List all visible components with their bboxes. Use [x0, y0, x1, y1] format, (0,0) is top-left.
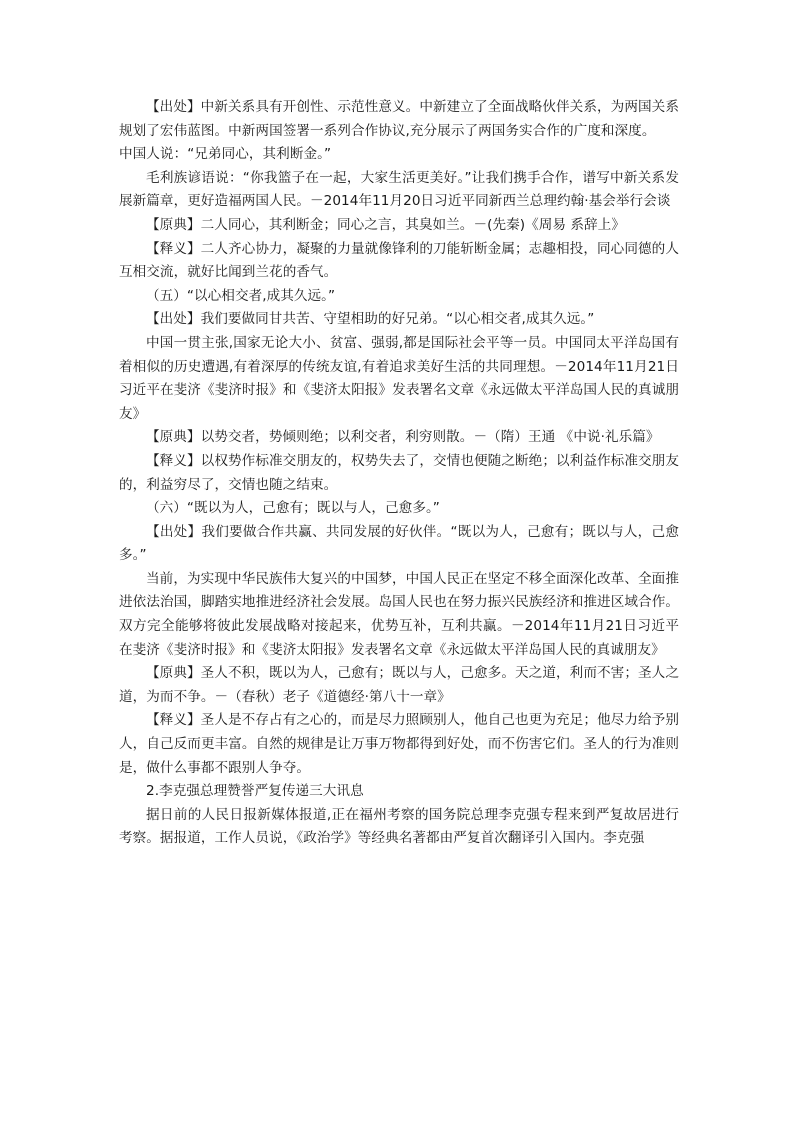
paragraph: 【出处】中新关系具有开创性、示范性意义。中新建立了全面战略伙伴关系，为两国关系规划了宏伟蓝图。中新两国签署一系列合作协议,充分展示了两国务实合作的广度和深度。	[119, 99, 679, 139]
paragraph: 【出处】我们要做合作共赢、共同发展的好伙伴。“既以为人，己愈有；既以与人，己愈多。”	[119, 523, 679, 564]
paragraph: 【原典】以势交者，势倾则绝；以利交者，利穷则散。－（隋）王通 《中说·礼乐篇》	[146, 429, 660, 446]
paragraph: 【释义】二人齐心协力，凝聚的力量就像锋利的刀能斩断金属；志趣相投，同心同德的人互相交流，就好比闻到兰花的香气。	[119, 240, 679, 281]
paragraph: 中国人说：“兄弟同心，其利断金。”	[119, 146, 332, 163]
section-heading: 2.李克强总理赞誉严复传递三大讯息	[146, 783, 364, 800]
section-heading: （五）“以心相交者,成其久远。”	[146, 287, 336, 304]
paragraph: 毛利族谚语说：“你我篮子在一起，大家生活更美好。”让我们携手合作，谱写中新关系发展新篇章，更好造福两国人民。－2014年11月20日习近平同新西兰总理约翰·基会举行会谈	[119, 169, 679, 210]
paragraph: 当前，为实现中华民族伟大复兴的中国梦，中国人民正在坚定不移全面深化改革、全面推进依法治国，脚踏实地推进经济社会发展。岛国人民也在努力振兴民族经济和推进区域合作。双方完全能够将彼此发展战略对接起来，优势互补，互利共赢。－2014年11月21日习近平在斐济《斐济时报》和《斐济太阳报》发表署名文章《永远做太平洋岛国人民的真诚朋友》	[119, 570, 679, 658]
paragraph: 据日前的人民日报新媒体报道,正在福州考察的国务院总理李克强专程来到严复故居进行考察。据报道，工作人员说，《政治学》等经典名著都由严复首次翻译引入国内。李克强	[119, 806, 679, 847]
paragraph: 中国一贯主张,国家无论大小、贫富、强弱,都是国际社会平等一员。中国同太平洋岛国有着相似的历史遭遇,有着深厚的传统友谊,有着追求美好生活的共同理想。－2014年11月21日习近平在斐济《斐济时报》和《斐济太阳报》发表署名文章《永远做太平洋岛国人民的真诚朋友》	[119, 334, 679, 422]
paragraph: 【原典】二人同心，其利断金；同心之言，其臭如兰。－(先秦)《周易 系辞上》	[146, 216, 625, 233]
paragraph: 【原典】圣人不积，既以为人，己愈有；既以与人，己愈多。天之道，利而不害；圣人之道，为而不争。－（春秋）老子《道德经·第八十一章》	[119, 665, 679, 705]
paragraph: 【释义】以权势作标准交朋友的，权势失去了，交情也便随之断绝；以利益作标准交朋友的，利益穷尽了，交情也随之结束。	[119, 452, 679, 493]
document-page	[119, 96, 679, 851]
paragraph: 【释义】圣人是不存占有之心的，而是尽力照顾别人，他自己也更为充足；他尽力给予别人，自己反而更丰富。自然的规律是让万事万物都得到好处，而不伤害它们。圣人的行为准则是，做什么事都不跟别人争夺。	[119, 712, 679, 776]
section-heading: （六）“既以为人，己愈有；既以与人，己愈多。”	[146, 500, 440, 517]
paragraph: 【出处】我们要做同甘共苦、守望相助的好兄弟。“以心相交者,成其久远。”	[146, 311, 595, 328]
